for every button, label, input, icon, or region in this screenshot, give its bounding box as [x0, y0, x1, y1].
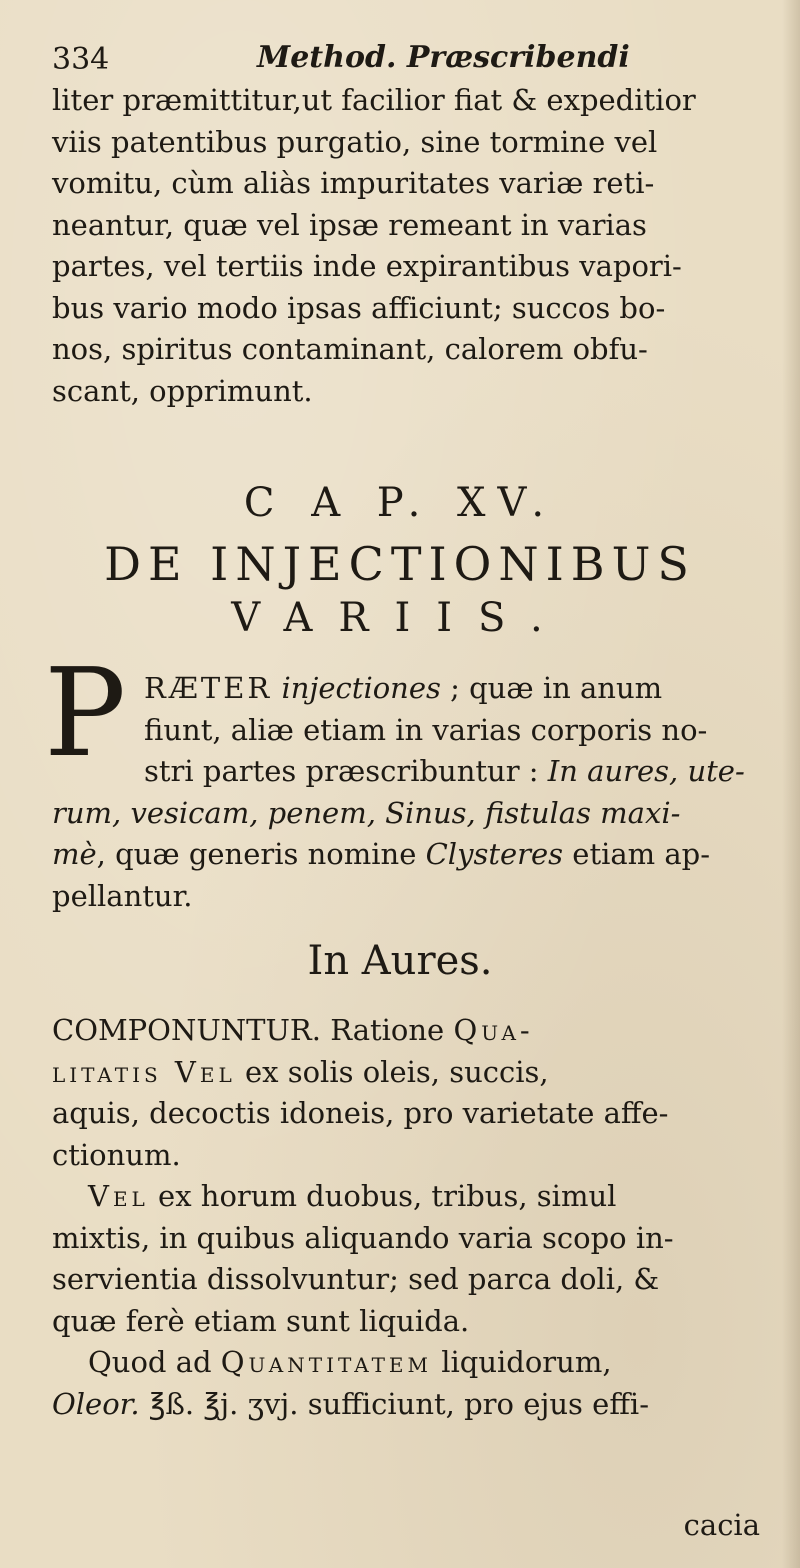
section-heading: In Aures.: [307, 938, 493, 984]
small-caps-fragment: Qua-: [453, 1013, 534, 1047]
small-caps-fragment: Vel: [88, 1179, 149, 1213]
text-line: [52, 1384, 762, 1426]
italic-fragment: Oleor.: [52, 1386, 140, 1421]
page-number: 334: [52, 42, 110, 77]
text-line: nos, spiritus contaminant, calorem obfu-: [52, 332, 648, 366]
capitals-word: COMPONUNTUR.: [52, 1013, 321, 1047]
text-line: [52, 751, 762, 793]
page-edge-shadow: [782, 0, 800, 1568]
text-line: partes, vel tertiis inde expirantibus vapori-: [52, 249, 682, 283]
text-fragment: Ratione: [330, 1013, 445, 1047]
catchword: cacia: [683, 1508, 760, 1542]
chapter-number: C A P. XV.: [243, 480, 557, 526]
text-line: servientia dissolvuntur; sed parca doli, &: [52, 1262, 660, 1296]
text-fragment: ex horum duobus, tribus, simul: [158, 1179, 617, 1213]
text-fragment: , quæ generis nomine: [96, 837, 417, 871]
text-line: fiunt, aliæ etiam in varias corporis no-: [144, 712, 708, 747]
running-head: [52, 38, 752, 82]
text-fragment: ; quæ in anum: [450, 671, 663, 705]
italic-fragment: In aures, ute-: [547, 754, 745, 788]
capitals-word: RÆTER: [144, 671, 273, 705]
paragraph-purgatio: [52, 80, 762, 412]
text-fragment: liquidorum,: [441, 1345, 612, 1379]
text-line: quæ ferè etiam sunt liquida.: [52, 1303, 470, 1338]
text-line: aquis, decoctis idoneis, pro varietate affe-: [52, 1096, 669, 1130]
italic-fragment: Clysteres: [425, 837, 564, 871]
italic-fragment: mè: [52, 837, 97, 871]
text-line: liter præmittitur,ut facilior fiat & expeditior: [52, 83, 696, 117]
text-fragment: stri partes præscribuntur :: [144, 754, 539, 788]
chapter-title-continued: VARIIS.: [231, 595, 569, 641]
text-line: bus vario modo ipsas afficiunt; succos bo-: [52, 290, 666, 325]
text-fragment: ex solis oleis, succis,: [244, 1054, 549, 1089]
drop-cap: P: [44, 642, 127, 784]
paragraph-componuntur: [52, 1010, 762, 1425]
text-line: pellantur.: [52, 878, 193, 913]
text-fragment: Quod ad: [88, 1345, 212, 1379]
text-line: ctionum.: [52, 1137, 181, 1172]
text-line: mixtis, in quibus aliquando varia scopo in-: [52, 1220, 674, 1255]
running-title: Method. Præscribendi: [257, 40, 630, 75]
text-line: [52, 668, 762, 710]
text-line: [52, 1176, 762, 1218]
text-line: [52, 1010, 762, 1052]
chapter-title: DE INJECTIONIBUS: [104, 537, 696, 591]
text-line: vomitu, cùm aliàs impuritates variæ reti-: [52, 166, 655, 200]
paragraph-praeter: [52, 668, 762, 917]
text-line: viis patentibus purgatio, sine tormine vel: [52, 124, 658, 159]
text-line: neantur, quæ vel ipsæ remeant in varias: [52, 207, 647, 242]
small-caps-fragment: Quantitatem: [220, 1345, 432, 1379]
text-line: [52, 1342, 762, 1384]
text-line: scant, opprimunt.: [52, 373, 313, 408]
text-fragment: ℥ß. ℥j. ʒvj. sufficiunt, pro ejus effi-: [148, 1386, 649, 1421]
italic-word: injectiones: [281, 671, 441, 705]
text-line: [52, 1052, 762, 1094]
text-line: [52, 834, 762, 876]
small-caps-fragment: litatis Vel: [52, 1054, 236, 1089]
text-line: rum, vesicam, penem, Sinus, fistulas maxi-: [52, 795, 681, 830]
text-fragment: etiam ap-: [572, 837, 711, 871]
